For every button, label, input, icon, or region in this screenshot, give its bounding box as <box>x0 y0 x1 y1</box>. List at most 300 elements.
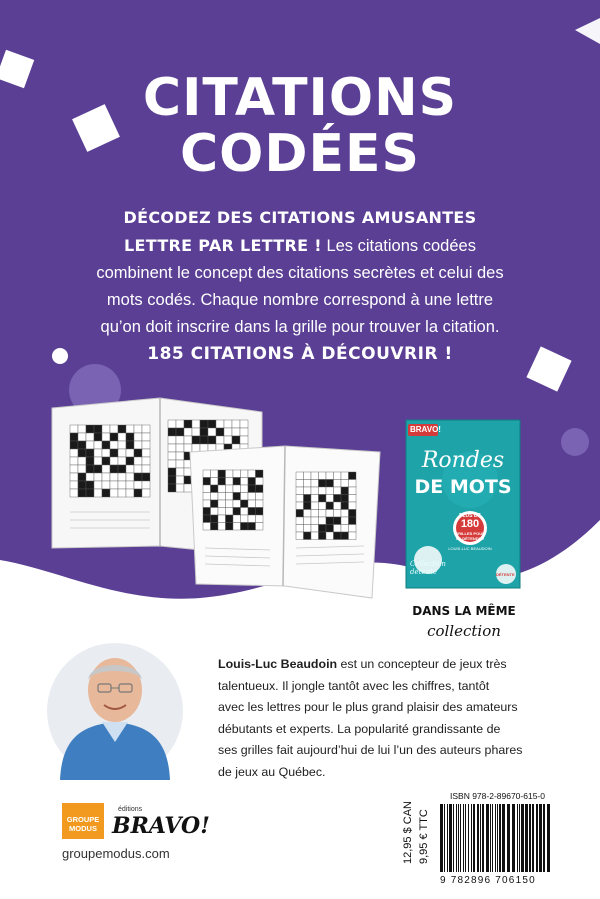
grid-cell <box>226 515 234 523</box>
grid-cell <box>248 485 256 493</box>
grid-cell <box>70 473 78 481</box>
grid-cell <box>110 457 118 465</box>
groupe-modus-logo-text <box>62 815 104 833</box>
grid-cell <box>326 472 334 480</box>
related-book-badge-number: 180 <box>460 518 480 530</box>
grid-cell <box>216 436 224 444</box>
grid-cell <box>319 517 327 525</box>
grid-cell <box>203 478 211 486</box>
grid-cell <box>168 468 176 476</box>
grid-cell <box>256 470 264 478</box>
grid-cell <box>304 532 312 540</box>
grid-cell <box>94 449 102 457</box>
grid-cell <box>226 500 234 508</box>
grid-cell <box>70 449 78 457</box>
grid-cell <box>142 425 150 433</box>
grid-cell <box>118 465 126 473</box>
related-book-title-1: Rondes <box>421 448 505 473</box>
grid-cell <box>248 508 256 516</box>
grid-cell <box>78 465 86 473</box>
grid-cell <box>78 473 86 481</box>
grid-cell <box>192 436 200 444</box>
grid-cell <box>168 460 176 468</box>
grid-cell <box>110 481 118 489</box>
grid-cell <box>70 441 78 449</box>
grid-cell <box>224 436 232 444</box>
grid-cell <box>248 500 256 508</box>
collection-label-2: collection <box>427 622 501 640</box>
grid-cell <box>192 428 200 436</box>
grid-cell <box>208 428 216 436</box>
barcode-bar <box>463 804 464 872</box>
grid-cell <box>110 449 118 457</box>
grid-cell <box>126 489 134 497</box>
grid-cell <box>86 425 94 433</box>
grid-cell <box>211 515 219 523</box>
grid-cell <box>311 510 319 518</box>
grid-cell <box>211 523 219 531</box>
grid-cell <box>218 515 226 523</box>
intro-text-5: qu’on doit inscrire dans la grille pour trouver la citation. <box>100 318 500 336</box>
grid-cell <box>233 508 241 516</box>
grid-cell <box>102 433 110 441</box>
grid-cell <box>168 444 176 452</box>
author-bio-5: ses grilles fait aujourd’hui de lui l’un des auteurs phares <box>218 743 523 757</box>
grid-cell <box>311 487 319 495</box>
grid-cell <box>110 425 118 433</box>
barcode-bar <box>517 804 518 872</box>
barcode-bar <box>502 804 505 872</box>
grid-cell <box>126 425 134 433</box>
grid-cell <box>203 470 211 478</box>
related-book-chip: DÉTENTE <box>496 572 515 577</box>
grid-cell <box>349 480 357 488</box>
grid-cell <box>341 532 349 540</box>
grid-cell <box>241 500 249 508</box>
grid-cell <box>326 502 334 510</box>
grid-cell <box>319 502 327 510</box>
grid-cell <box>102 457 110 465</box>
grid-cell <box>341 502 349 510</box>
grid-cell <box>192 420 200 428</box>
grid-cell <box>94 457 102 465</box>
barcode <box>436 802 556 872</box>
grid-cell <box>341 487 349 495</box>
grid-cell <box>304 525 312 533</box>
collection-label-1: DANS LA MÊME <box>412 604 516 618</box>
barcode-bar <box>471 804 472 872</box>
grid-cell <box>304 502 312 510</box>
grid-cell <box>184 420 192 428</box>
grid-cell <box>233 485 241 493</box>
grid-cell <box>311 525 319 533</box>
grid-cell <box>349 510 357 518</box>
grid-cell <box>176 444 184 452</box>
grid-cell <box>304 487 312 495</box>
barcode-bar <box>547 804 550 872</box>
grid-cell <box>240 420 248 428</box>
grid-cell <box>200 436 208 444</box>
grid-cell <box>86 441 94 449</box>
grid-cell <box>142 489 150 497</box>
grid-cell <box>248 470 256 478</box>
grid-cell <box>341 517 349 525</box>
grid-cell <box>78 441 86 449</box>
grid-cell <box>134 425 142 433</box>
grid-cell <box>311 502 319 510</box>
grid-cell <box>94 465 102 473</box>
grid-cell <box>176 476 184 484</box>
grid-cell <box>70 425 78 433</box>
author-bio <box>218 654 563 783</box>
grid-cell <box>192 444 200 452</box>
grid-cell <box>341 495 349 503</box>
grid-cell <box>218 523 226 531</box>
grid-cell <box>203 523 211 531</box>
grid-cell <box>110 489 118 497</box>
barcode-bar <box>477 804 479 872</box>
grid-cell <box>319 487 327 495</box>
grid-cell <box>311 495 319 503</box>
grid-cell <box>110 473 118 481</box>
related-book-badge-top: PLUS DE <box>459 513 481 519</box>
grid-cell <box>86 473 94 481</box>
grid-cell <box>296 510 304 518</box>
grid-cell <box>296 480 304 488</box>
intro-headline-1: DÉCODEZ DES CITATIONS AMUSANTES <box>123 208 477 227</box>
grid-cell <box>256 500 264 508</box>
grid-cell <box>216 420 224 428</box>
grid-cell <box>142 481 150 489</box>
grid-cell <box>203 500 211 508</box>
grid-cell <box>326 525 334 533</box>
intro-text-2: Les citations codées <box>326 237 476 255</box>
grid-cell <box>142 441 150 449</box>
grid-cell <box>349 517 357 525</box>
grid-cell <box>126 449 134 457</box>
grid-cell <box>94 481 102 489</box>
grid-cell <box>341 480 349 488</box>
grid-cell <box>304 517 312 525</box>
grid-cell <box>126 465 134 473</box>
grid-cell <box>211 478 219 486</box>
related-book-publisher: BRAVO! <box>410 425 441 434</box>
grid-cell <box>341 510 349 518</box>
related-book-badge-bottom: GRILLES POUR SE DÉTENDRE <box>454 531 485 541</box>
barcode-bar <box>519 804 520 872</box>
grid-cell <box>94 441 102 449</box>
author-bio-1: est un concepteur de jeux très <box>337 657 507 671</box>
grid-cell <box>134 489 142 497</box>
grid-cell <box>232 436 240 444</box>
grid-cell <box>226 493 234 501</box>
grid-cell <box>240 436 248 444</box>
grid-cell <box>296 495 304 503</box>
citation-count: 185 CITATIONS À DÉCOUVRIR ! <box>147 344 453 364</box>
grid-cell <box>304 472 312 480</box>
grid-cell <box>233 478 241 486</box>
grid-cell <box>349 472 357 480</box>
barcode-bar <box>512 804 515 872</box>
grid-cell <box>102 465 110 473</box>
grid-cell <box>118 473 126 481</box>
grid-cell <box>184 428 192 436</box>
grid-cell <box>224 420 232 428</box>
grid-cell <box>304 510 312 518</box>
barcode-bar <box>453 804 454 872</box>
grid-cell <box>211 485 219 493</box>
grid-cell <box>296 532 304 540</box>
grid-cell <box>110 433 118 441</box>
grid-cell <box>78 457 86 465</box>
puzzle-book-spread-front <box>190 446 380 598</box>
grid-cell <box>349 532 357 540</box>
barcode-bar <box>465 804 466 872</box>
grid-cell <box>168 428 176 436</box>
grid-cell <box>211 500 219 508</box>
groupe-modus-line-2: MODUS <box>69 824 97 833</box>
grid-cell <box>78 481 86 489</box>
price-can: 12,95 $ CAN <box>402 801 414 864</box>
grid-cell <box>256 478 264 486</box>
grid-cell <box>211 470 219 478</box>
grid-cell <box>184 444 192 452</box>
grid-cell <box>218 508 226 516</box>
grid-cell <box>176 420 184 428</box>
grid-cell <box>94 433 102 441</box>
grid-cell <box>94 489 102 497</box>
grid-cell <box>126 473 134 481</box>
grid-cell <box>86 449 94 457</box>
grid-cell <box>248 493 256 501</box>
grid-cell <box>233 523 241 531</box>
grid-cell <box>311 480 319 488</box>
grid-cell <box>349 502 357 510</box>
grid-cell <box>211 508 219 516</box>
grid-cell <box>248 478 256 486</box>
grid-cell <box>70 481 78 489</box>
grid-cell <box>233 493 241 501</box>
grid-cell <box>78 433 86 441</box>
grid-cell <box>168 420 176 428</box>
grid-cell <box>168 452 176 460</box>
barcode-bar <box>490 804 491 872</box>
grid-cell <box>176 484 184 492</box>
barcode-bar <box>473 804 475 872</box>
grid-cell <box>341 525 349 533</box>
grid-cell <box>218 493 226 501</box>
grid-cell <box>256 485 264 493</box>
grid-cell <box>226 485 234 493</box>
grid-cell <box>102 449 110 457</box>
grid-cell <box>176 460 184 468</box>
grid-cell <box>224 428 232 436</box>
grid-cell <box>168 436 176 444</box>
grid-cell <box>142 449 150 457</box>
barcode-bar <box>458 804 459 872</box>
grid-cell <box>326 517 334 525</box>
grid-cell <box>134 481 142 489</box>
barcode-bar <box>521 804 524 872</box>
grid-cell <box>70 489 78 497</box>
grid-cell <box>110 441 118 449</box>
grid-cell <box>349 525 357 533</box>
grid-cell <box>240 428 248 436</box>
confetti-bubble <box>561 428 589 456</box>
grid-cell <box>78 425 86 433</box>
grid-cell <box>296 472 304 480</box>
barcode-bar <box>456 804 457 872</box>
grid-cell <box>256 493 264 501</box>
grid-cell <box>142 457 150 465</box>
grid-cell <box>203 515 211 523</box>
publisher-website[interactable]: groupemodus.com <box>62 846 170 861</box>
grid-cell <box>218 500 226 508</box>
grid-cell <box>168 476 176 484</box>
barcode-bar <box>492 804 493 872</box>
grid-cell <box>184 436 192 444</box>
grid-cell <box>102 473 110 481</box>
barcode-bar <box>536 804 538 872</box>
grid-cell <box>102 489 110 497</box>
intro-headline-2: LETTRE PAR LETTRE ! <box>124 236 322 255</box>
grid-cell <box>326 480 334 488</box>
grid-cell <box>256 523 264 531</box>
barcode-bar <box>529 804 531 872</box>
grid-cell <box>241 493 249 501</box>
grid-cell <box>304 480 312 488</box>
grid-cell <box>226 523 234 531</box>
grid-cell <box>241 515 249 523</box>
grid-cell <box>334 472 342 480</box>
grid-cell <box>78 489 86 497</box>
author-bio-6: de jeux au Québec. <box>218 764 326 779</box>
grid-cell <box>216 428 224 436</box>
grid-cell <box>118 441 126 449</box>
title-line-1: CITATIONS <box>142 68 458 128</box>
grid-cell <box>118 457 126 465</box>
grid-cell <box>319 510 327 518</box>
intro-paragraph <box>40 204 560 341</box>
grid-cell <box>349 495 357 503</box>
grid-cell <box>241 523 249 531</box>
grid-cell <box>110 465 118 473</box>
grid-cell <box>326 510 334 518</box>
grid-cell <box>296 502 304 510</box>
grid-cell <box>118 449 126 457</box>
grid-cell <box>296 517 304 525</box>
grid-cell <box>296 525 304 533</box>
grid-cell <box>319 480 327 488</box>
grid-cell <box>248 515 256 523</box>
grid-cell <box>241 470 249 478</box>
grid-cell <box>102 441 110 449</box>
grid-cell <box>126 457 134 465</box>
grid-cell <box>334 525 342 533</box>
grid-cell <box>142 465 150 473</box>
grid-cell <box>86 481 94 489</box>
groupe-modus-line-1: GROUPE <box>66 815 100 824</box>
grid-cell <box>118 425 126 433</box>
grid-cell <box>118 481 126 489</box>
grid-cell <box>134 433 142 441</box>
grid-cell <box>241 508 249 516</box>
grid-cell <box>134 449 142 457</box>
grid-cell <box>134 441 142 449</box>
grid-cell <box>341 472 349 480</box>
intro-text-3: combinent le concept des citations secrètes et celui des <box>96 264 504 282</box>
grid-cell <box>326 487 334 495</box>
related-book-tag: Collection détente <box>410 560 446 576</box>
barcode-bar <box>486 804 489 872</box>
grid-cell <box>334 487 342 495</box>
barcode-bar <box>495 804 496 872</box>
grid-cell <box>86 489 94 497</box>
grid-cell <box>334 517 342 525</box>
grid-cell <box>176 452 184 460</box>
grid-cell <box>218 485 226 493</box>
grid-cell <box>311 517 319 525</box>
grid-cell <box>203 485 211 493</box>
grid-cell <box>226 470 234 478</box>
grid-cell <box>176 436 184 444</box>
isbn-number: ISBN 978-2-89670-615-0 <box>450 791 545 801</box>
grid-cell <box>232 428 240 436</box>
grid-cell <box>208 436 216 444</box>
barcode-bar <box>440 804 443 872</box>
barcode-bar <box>449 804 452 872</box>
grid-cell <box>134 473 142 481</box>
price-eur: 9,95 € TTC <box>418 809 430 864</box>
grid-cell <box>241 485 249 493</box>
grid-cell <box>203 508 211 516</box>
grid-cell <box>334 495 342 503</box>
grid-cell <box>233 515 241 523</box>
grid-cell <box>118 489 126 497</box>
grid-cell <box>211 493 219 501</box>
grid-cell <box>94 425 102 433</box>
grid-cell <box>134 465 142 473</box>
grid-cell <box>334 502 342 510</box>
grid-cell <box>102 481 110 489</box>
grid-cell <box>256 515 264 523</box>
grid-cell <box>86 433 94 441</box>
related-book-title-2: DE MOTS <box>414 476 512 498</box>
grid-cell <box>118 433 126 441</box>
barcode-bar <box>444 804 445 872</box>
related-book-badge-author: LOUIS-LUC BEAUDOIN <box>448 546 492 551</box>
grid-cell <box>233 500 241 508</box>
author-bio-4: débutants et experts. La popularité grandissante de <box>218 721 501 736</box>
author-bio-2: talentueux. Il jongle tantôt avec les chiffres, tantôt <box>218 678 490 693</box>
barcode-number: 9 782896 706150 <box>440 875 536 886</box>
grid-cell <box>86 457 94 465</box>
editions-label: éditions <box>118 806 143 813</box>
grid-cell <box>319 472 327 480</box>
grid-cell <box>102 425 110 433</box>
grid-cell <box>319 525 327 533</box>
grid-cell <box>311 472 319 480</box>
grid-cell <box>126 433 134 441</box>
barcode-bar <box>480 804 481 872</box>
grid-cell <box>226 508 234 516</box>
grid-cell <box>304 495 312 503</box>
grid-cell <box>319 532 327 540</box>
grid-cell <box>241 478 249 486</box>
grid-cell <box>218 478 226 486</box>
grid-cell <box>349 487 357 495</box>
grid-cell <box>94 473 102 481</box>
